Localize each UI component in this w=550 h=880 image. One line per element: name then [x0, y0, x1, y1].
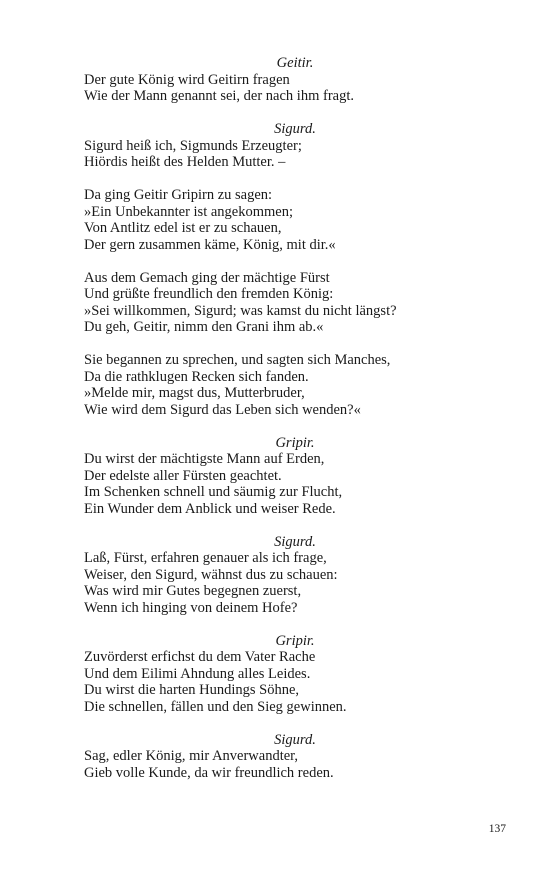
verse-line: Was wird mir Gutes begegnen zuerst, — [84, 583, 302, 599]
stanza — [84, 435, 484, 518]
verse-line: »Melde mir, magst dus, Mutterbruder, — [84, 385, 305, 401]
verse-line: Laß, Fürst, erfahren genauer als ich frage, — [84, 550, 327, 566]
verse-line: Zuvörderst erfichst du dem Vater Rache — [84, 649, 316, 665]
verse-line: Und dem Eilimi Ahndung alles Leides. — [84, 665, 311, 682]
page-number: 137 — [488, 823, 506, 835]
stanza — [84, 270, 484, 336]
verse-line: Der edelste aller Fürsten geachtet. — [84, 467, 282, 484]
verse-line: Da ging Geitir Gripirn zu sagen: — [84, 187, 273, 203]
stanza — [84, 732, 484, 782]
verse-line: Sigurd heiß ich, Sigmunds Erzeugter; — [84, 137, 302, 154]
stanza — [84, 352, 484, 418]
verse-line: Der gute König wird Geitirn fragen — [84, 71, 290, 88]
verse-line: Und grüßte freundlich den fremden König: — [84, 286, 334, 302]
verse-line: »Sei willkommen, Sigurd; was kamst du nicht längst? — [84, 302, 397, 319]
verse-line: Du wirst die harten Hundings Söhne, — [84, 682, 300, 698]
speaker-name: Sigurd. — [274, 533, 316, 550]
speaker-name: Gripir. — [275, 434, 315, 451]
stanza — [84, 187, 484, 253]
speaker-name: Gripir. — [275, 632, 315, 649]
speaker-name: Sigurd. — [274, 731, 316, 748]
verse-line: Weiser, den Sigurd, wähnst dus zu schauen: — [84, 566, 338, 583]
stanza — [84, 534, 484, 617]
poem-text — [84, 55, 484, 798]
verse-line: Du wirst der mächtigste Mann auf Erden, — [84, 451, 325, 467]
verse-line: Wenn ich hinging von deinem Hofe? — [84, 599, 298, 616]
stanza — [84, 55, 484, 105]
verse-line: Von Antlitz edel ist er zu schauen, — [84, 220, 282, 236]
verse-line: Wie der Mann genannt sei, der nach ihm fragt. — [84, 88, 354, 104]
verse-line: Die schnellen, fällen und den Sieg gewinnen. — [84, 698, 347, 715]
verse-line: »Ein Unbekannter ist angekommen; — [84, 203, 293, 220]
verse-line: Der gern zusammen käme, König, mit dir.« — [84, 236, 336, 253]
speaker-name: Sigurd. — [274, 121, 316, 137]
verse-line: Sag, edler König, mir Anverwandter, — [84, 748, 299, 764]
stanza — [84, 121, 484, 171]
stanza — [84, 633, 484, 716]
verse-line: Im Schenken schnell und säumig zur Flucht, — [84, 484, 343, 500]
verse-line: Ein Wunder dem Anblick und weiser Rede. — [84, 500, 336, 517]
verse-line: Sie begannen zu sprechen, und sagten sich Manches, — [84, 352, 391, 368]
speaker-name: Geitir. — [276, 55, 314, 71]
verse-line: Wie wird dem Sigurd das Leben sich wenden?« — [84, 401, 361, 418]
verse-line: Aus dem Gemach ging der mächtige Fürst — [84, 269, 330, 286]
verse-line: Du geh, Geitir, nimm den Grani ihm ab.« — [84, 319, 324, 335]
verse-line: Da die rathklugen Recken sich fanden. — [84, 368, 309, 385]
verse-line: Gieb volle Kunde, da wir freundlich reden. — [84, 764, 334, 781]
verse-line: Hiördis heißt des Helden Mutter. – — [84, 154, 286, 170]
